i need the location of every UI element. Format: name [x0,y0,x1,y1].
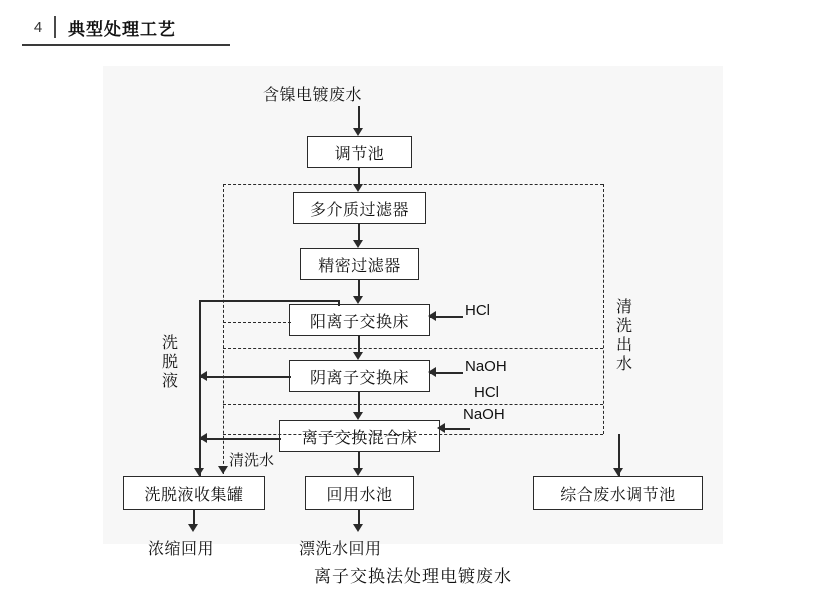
dashed-wash-return-anion [223,404,603,405]
label-wash-water: 清洗水 [229,452,275,469]
arrowhead-eluate-into-tank [194,468,204,476]
page-title: 典型处理工艺 [68,19,176,39]
label-eluate-stream: 洗脱液 [161,335,178,390]
node-equalization: 调节池 [307,136,412,168]
arrowhead-equalization-multimedia [353,184,363,192]
arrowhead-anion-to-eluate [199,371,207,381]
node-eluate-tank: 洗脱液收集罐 [123,476,265,510]
arrowhead-hcl-cation [428,311,436,321]
node-cation-bed: 阳离子交换床 [289,304,430,336]
arrowhead-precision-cation [353,296,363,304]
edge-eluate-trunk [199,300,201,476]
arrowhead-reuse-rinsereuse [353,524,363,532]
arrowhead-mixed-to-eluate [199,433,207,443]
header-divider [54,16,56,38]
node-mixed-bed: 离子交换混合床 [279,420,440,452]
node-influent: 含镍电镀废水 [263,87,363,104]
dashed-wash-return-mixed [223,434,603,435]
dashed-right-wash-line [603,184,604,434]
dashed-left-wash-line [223,184,224,474]
node-reuse-tank: 回用水池 [305,476,414,510]
label-wash-effluent: 清洗出水 [615,299,632,373]
label-naoh-anion: NaOH [465,358,507,375]
section-number: 4 [33,18,43,36]
section-header [22,10,232,44]
label-hcl-cation: HCl [465,302,490,319]
arrowhead-influent-equalization [353,128,363,136]
node-precision-filter: 精密过滤器 [300,248,419,280]
dashed-wash-return-cation [223,348,603,349]
flowchart [103,66,723,558]
node-concentrate-reuse: 浓缩回用 [148,541,215,558]
figure-caption: 离子交换法处理电镀废水 [314,567,512,586]
node-rinse-reuse: 漂洗水回用 [299,541,382,558]
arrowhead-wash-water-down [218,466,228,474]
dashed-cation-wash [223,322,291,323]
label-hcl-mixed: HCl [474,384,499,401]
header-underline [22,44,230,46]
edge-influent-equalization [358,106,360,130]
dashed-top-wash-line [223,184,603,185]
edge-cation-to-eluate [199,300,339,302]
arrowhead-mixed-reuse [353,468,363,476]
arrowhead-naoh-anion [428,367,436,377]
edge-cation-drop [338,300,340,306]
edge-anion-to-eluate [199,376,291,378]
node-multimedia-filter: 多介质过滤器 [293,192,426,224]
arrowhead-cation-anion [353,352,363,360]
node-anion-bed: 阴离子交换床 [289,360,430,392]
arrowhead-wash-to-wastewater [613,468,623,476]
arrowhead-eluate-concentrate [188,524,198,532]
arrowhead-chem-mixed [437,423,445,433]
arrowhead-multimedia-precision [353,240,363,248]
arrowhead-anion-mixed [353,412,363,420]
node-wastewater-tank: 综合废水调节池 [533,476,703,510]
figure-panel [103,66,723,558]
edge-mixed-to-eluate [199,438,281,440]
label-naoh-mixed: NaOH [463,406,505,423]
